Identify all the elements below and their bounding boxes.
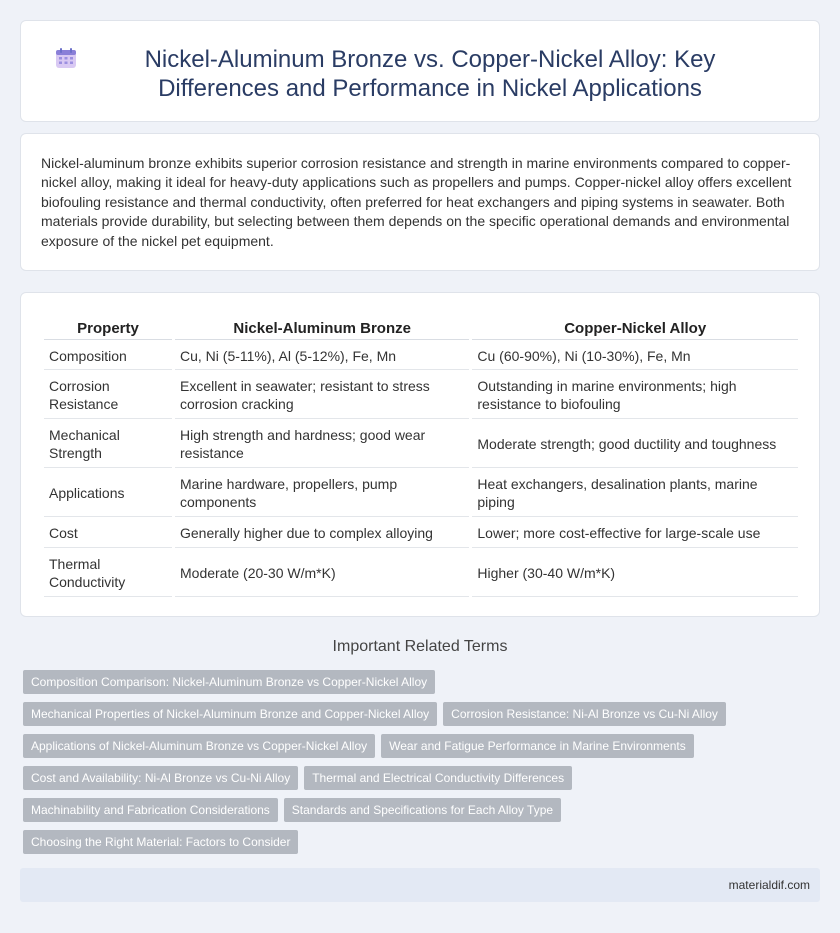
- table-row: [44, 421, 798, 468]
- related-term-tag[interactable]: Choosing the Right Material: Factors to Consider: [23, 830, 298, 854]
- table-row: [44, 470, 798, 517]
- property-cell: Applications: [44, 470, 172, 517]
- related-term-tag[interactable]: Standards and Specifications for Each Alloy Type: [284, 798, 561, 822]
- related-term-tag[interactable]: Machinability and Fabrication Considerations: [23, 798, 278, 822]
- footer: [20, 868, 820, 902]
- related-term-tag[interactable]: Applications of Nickel-Aluminum Bronze vs Copper-Nickel Alloy: [23, 734, 375, 758]
- intro-card: [20, 133, 820, 271]
- table-row: [44, 342, 798, 370]
- related-term-tag[interactable]: Thermal and Electrical Conductivity Differences: [304, 766, 572, 790]
- related-term-tag[interactable]: Mechanical Properties of Nickel-Aluminum Bronze and Copper-Nickel Alloy: [23, 702, 437, 726]
- header-property: Property: [44, 315, 172, 340]
- comparison-table-card: [20, 292, 820, 617]
- header-nickel-aluminum-bronze: Nickel-Aluminum Bronze: [175, 315, 469, 340]
- header-copper-nickel-alloy: Copper-Nickel Alloy: [472, 315, 798, 340]
- cuni-cell: Heat exchangers, desalination plants, marine piping: [472, 470, 798, 517]
- cuni-cell: Outstanding in marine environments; high resistance to biofouling: [472, 372, 798, 419]
- nab-cell: Excellent in seawater; resistant to stress corrosion cracking: [175, 372, 469, 419]
- table-row: [44, 519, 798, 548]
- related-term-tag[interactable]: Cost and Availability: Ni-Al Bronze vs Cu-Ni Alloy: [23, 766, 298, 790]
- nab-cell: Moderate (20-30 W/m*K): [175, 550, 469, 597]
- nab-cell: High strength and hardness; good wear resistance: [175, 421, 469, 468]
- related-term-tag[interactable]: Composition Comparison: Nickel-Aluminum Bronze vs Copper-Nickel Alloy: [23, 670, 435, 694]
- title-card: [20, 20, 820, 122]
- related-terms-list: [23, 670, 743, 862]
- related-terms-heading: Important Related Terms: [332, 638, 508, 655]
- property-cell: Corrosion Resistance: [44, 372, 172, 419]
- cuni-cell: Moderate strength; good ductility and toughness: [472, 421, 798, 468]
- nab-cell: Marine hardware, propellers, pump components: [175, 470, 469, 517]
- comparison-table: [41, 313, 801, 599]
- related-term-tag[interactable]: Corrosion Resistance: Ni-Al Bronze vs Cu-Ni Alloy: [443, 702, 726, 726]
- property-cell: Composition: [44, 342, 172, 370]
- footer-site-link[interactable]: materialdif.com: [728, 878, 810, 892]
- nab-cell: Generally higher due to complex alloying: [175, 519, 469, 548]
- cuni-cell: Higher (30-40 W/m*K): [472, 550, 798, 597]
- page-title: Nickel-Aluminum Bronze vs. Copper-Nickel Alloy: Key Differences and Performance in Nickel Applications: [144, 46, 716, 102]
- property-cell: Cost: [44, 519, 172, 548]
- related-term-tag[interactable]: Wear and Fatigue Performance in Marine Environments: [381, 734, 694, 758]
- table-row: [44, 372, 798, 419]
- property-cell: Thermal Conductivity: [44, 550, 172, 597]
- property-cell: Mechanical Strength: [44, 421, 172, 468]
- table-header-row: [44, 315, 798, 340]
- cuni-cell: Lower; more cost-effective for large-scale use: [472, 519, 798, 548]
- intro-paragraph: Nickel-aluminum bronze exhibits superior corrosion resistance and strength in marine environments compared to copper-nickel alloy, making it ideal for heavy-duty applications such as propellers and pumps. Copper-nickel alloy offers excellent biofouling resistance and thermal conductivity, often preferred for heat exchangers and piping systems in seawater. Both materials provide durability, but selecting between them depends on the specific operational demands and environmental exposure of the nickel pet equipment.: [41, 155, 792, 249]
- nab-cell: Cu, Ni (5-11%), Al (5-12%), Fe, Mn: [175, 342, 469, 370]
- cuni-cell: Cu (60-90%), Ni (10-30%), Fe, Mn: [472, 342, 798, 370]
- table-row: [44, 550, 798, 597]
